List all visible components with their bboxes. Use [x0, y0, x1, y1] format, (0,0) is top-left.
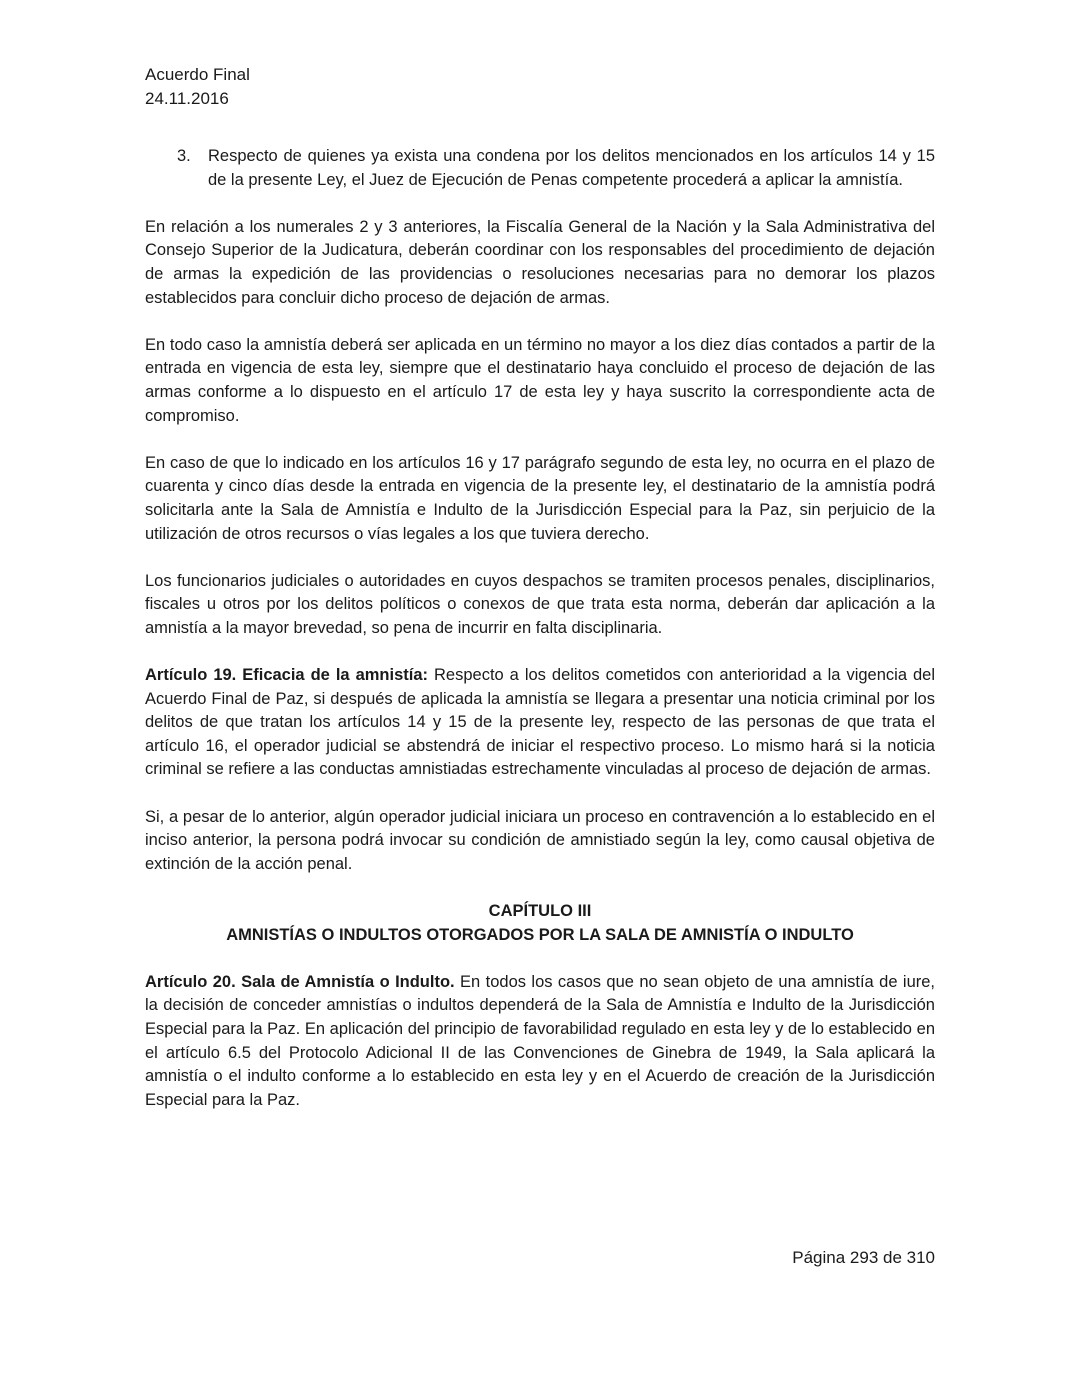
chapter-label: CAPÍTULO III: [488, 902, 592, 920]
chapter-title: AMNISTÍAS O INDULTOS OTORGADOS POR LA SALA DE AMNISTÍA O INDULTO: [226, 925, 854, 944]
header-date: 24.11.2016: [145, 89, 229, 108]
header-title: Acuerdo Final: [145, 65, 250, 84]
list-item-3: [145, 145, 935, 192]
page-header: [145, 63, 250, 111]
article-20: [145, 971, 935, 1113]
paragraph-en-todo-caso: En todo caso la amnistía deberá ser aplicada en un término no mayor a los diez días contados a partir de la entrada en vigencia de esta ley, siempre que el destinatario haya concluido el proceso de dejación de las armas conforme a lo dispuesto en el artículo 17 de esta ley y haya suscrito la correspondiente acta de compromiso.: [145, 335, 935, 425]
article-19: [145, 664, 935, 782]
page-number: Página 293 de 310: [792, 1248, 935, 1267]
article-19-text: Respecto a los delitos cometidos con anterioridad a la vigencia del Acuerdo Final de Paz, si después de aplicada la amnistía se llegara a presentar una noticia criminal por los delitos de que tratan los artículos 14 y 15 de la presente ley, respecto de las personas de que trata el artículo 16, el operador judicial se abstendrá de iniciar el respectivo proceso. Lo mismo hará si la noticia criminal se refiere a las conductas amnistiadas estrechamente vinculadas al proceso de dejación de armas.: [145, 666, 935, 779]
paragraph-si-a-pesar: Si, a pesar de lo anterior, algún operador judicial iniciara un proceso en contravención a lo establecido en el inciso anterior, la persona podrá invocar su condición de amnistiado según la ley, como causal objetiva de extinción de la acción penal.: [145, 807, 935, 873]
article-20-title: Artículo 20. Sala de Amnistía o Indulto.: [145, 972, 455, 991]
list-item-text: Respecto de quienes ya exista una condena por los delitos mencionados en los artículos 14 y 15 de la presente Ley, el Juez de Ejecución de Penas competente procederá a aplicar la amnistía.: [208, 147, 935, 189]
paragraph-numerales: En relación a los numerales 2 y 3 anteriores, la Fiscalía General de la Nación y la Sala Administrativa del Consejo Superior de la Judicatura, deberán coordinar con los responsables del procedimiento de dejación de armas la expedición de las providencias o resoluciones necesarias para no demorar los plazos establecidos para concluir dicho proceso de dejación de armas.: [145, 217, 935, 307]
article-20-text: En todos los casos que no sean objeto de una amnistía de iure, la decisión de conceder amnistías o indultos dependerá de la Sala de Amnistía e Indulto de la Jurisdicción Especial para la Paz. En aplicación del principio de favorabilidad regulado en esta ley y de lo establecido en el artículo 6.5 del Protocolo Adicional II de las Convenciones de Ginebra de 1949, la Sala aplicará la amnistía o el indulto conforme a lo establecido en esta ley y en el Acuerdo de creación de la Jurisdicción Especial para la Paz.: [145, 972, 935, 1109]
paragraph-en-caso-de: En caso de que lo indicado en los artículos 16 y 17 parágrafo segundo de esta ley, no ocurra en el plazo de cuarenta y cinco días desde la entrada en vigencia de la presente ley, el destinatario de la amnistía podrá solicitarla ante la Sala de Amnistía e Indulto de la Jurisdicción Especial para la Paz, sin perjuicio de la utilización de otros recursos o vías legales a los que tuviera derecho.: [145, 453, 935, 543]
document-body: [145, 145, 935, 1136]
article-19-title: Artículo 19. Eficacia de la amnistía:: [145, 666, 429, 685]
paragraph-funcionarios: Los funcionarios judiciales o autoridades en cuyos despachos se tramiten procesos penales, disciplinarios, fiscales u otros por los delitos políticos o conexos de que trata esta norma, deberán dar aplicación a la amnistía a la mayor brevedad, so pena de incurrir en falta disciplinaria.: [145, 571, 935, 637]
chapter-heading: [145, 900, 935, 947]
list-item-number: 3.: [177, 147, 191, 165]
